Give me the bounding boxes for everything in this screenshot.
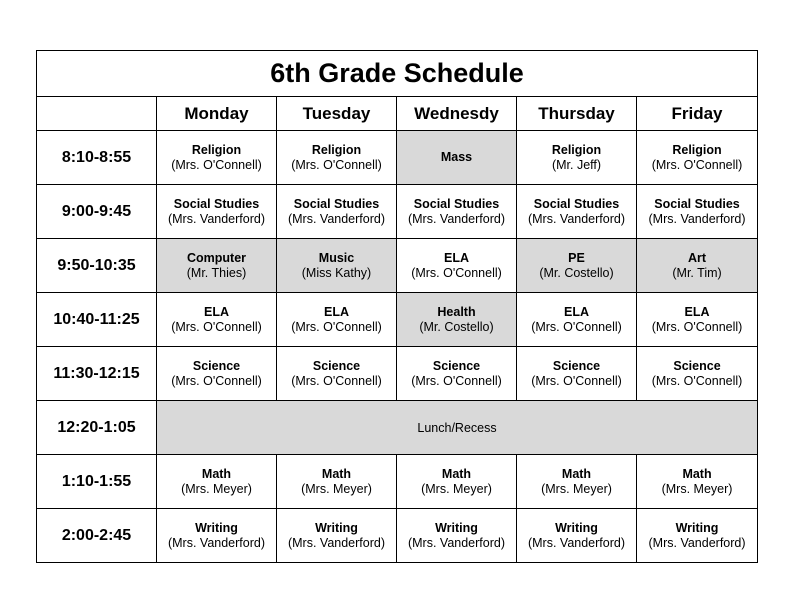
subject: Math bbox=[321, 466, 352, 481]
subject: PE bbox=[568, 250, 585, 265]
teacher: (Mrs. O'Connell) bbox=[291, 319, 382, 334]
class-cell bbox=[157, 509, 277, 563]
subject: Music bbox=[318, 250, 355, 265]
teacher: (Mr. Costello) bbox=[419, 319, 494, 334]
time-slot: 12:20-1:05 bbox=[37, 401, 157, 455]
class-cell bbox=[637, 239, 758, 293]
class-cell bbox=[637, 455, 758, 509]
class-cell bbox=[277, 185, 397, 239]
time-slot: 9:50-10:35 bbox=[37, 239, 157, 293]
class-cell bbox=[157, 185, 277, 239]
subject: Social Studies bbox=[293, 196, 380, 211]
subject: Social Studies bbox=[533, 196, 620, 211]
class-cell bbox=[277, 455, 397, 509]
table-row bbox=[37, 347, 758, 401]
time-slot: 9:00-9:45 bbox=[37, 185, 157, 239]
teacher: (Mrs. Vanderford) bbox=[407, 211, 505, 226]
table-row bbox=[37, 239, 758, 293]
class-cell bbox=[397, 455, 517, 509]
table-row bbox=[37, 131, 758, 185]
class-cell bbox=[157, 131, 277, 185]
table-row bbox=[37, 401, 758, 455]
subject: Math bbox=[561, 466, 592, 481]
day-header: Wednesdy bbox=[397, 97, 517, 131]
teacher: (Mrs. O'Connell) bbox=[651, 319, 743, 334]
subject: Science bbox=[432, 358, 481, 373]
subject: Religion bbox=[672, 142, 722, 157]
teacher: (Mr. Thies) bbox=[186, 265, 247, 280]
teacher: (Mr. Tim) bbox=[672, 265, 722, 280]
class-cell bbox=[517, 455, 637, 509]
subject: Writing bbox=[435, 520, 478, 535]
class-cell bbox=[157, 455, 277, 509]
page-title: 6th Grade Schedule bbox=[37, 51, 758, 97]
class-cell bbox=[277, 293, 397, 347]
class-cell bbox=[517, 131, 637, 185]
time-slot: 10:40-11:25 bbox=[37, 293, 157, 347]
subject: Science bbox=[312, 358, 361, 373]
teacher: (Mrs. Vanderford) bbox=[648, 535, 746, 550]
teacher: (Mrs. O'Connell) bbox=[531, 373, 622, 388]
class-cell bbox=[397, 239, 517, 293]
class-cell bbox=[517, 509, 637, 563]
day-header: Thursday bbox=[517, 97, 637, 131]
subject: Social Studies bbox=[654, 196, 740, 211]
subject: ELA bbox=[444, 250, 469, 265]
class-cell bbox=[517, 239, 637, 293]
subject: Science bbox=[673, 358, 721, 373]
teacher: (Mrs. Meyer) bbox=[541, 481, 612, 496]
class-cell bbox=[637, 347, 758, 401]
subject: Art bbox=[687, 250, 707, 265]
teacher: (Mr. Costello) bbox=[539, 265, 614, 280]
class-cell bbox=[277, 239, 397, 293]
teacher: (Mrs. Vanderford) bbox=[167, 211, 265, 226]
table-row bbox=[37, 185, 758, 239]
class-cell bbox=[637, 509, 758, 563]
teacher: (Mrs. Vanderford) bbox=[648, 211, 746, 226]
time-slot: 1:10-1:55 bbox=[37, 455, 157, 509]
subject: ELA bbox=[324, 304, 349, 319]
subject: Health bbox=[437, 304, 476, 319]
subject: ELA bbox=[564, 304, 589, 319]
class-cell bbox=[277, 509, 397, 563]
time-slot: 2:00-2:45 bbox=[37, 509, 157, 563]
subject: Religion bbox=[551, 142, 602, 157]
teacher: (Mrs. Meyer) bbox=[421, 481, 492, 496]
day-header: Friday bbox=[637, 97, 758, 131]
class-cell bbox=[397, 293, 517, 347]
class-cell bbox=[637, 185, 758, 239]
teacher: (Mrs. O'Connell) bbox=[651, 373, 743, 388]
subject: Social Studies bbox=[413, 196, 500, 211]
teacher: (Mrs. Vanderford) bbox=[407, 535, 505, 550]
teacher: (Mrs. Vanderford) bbox=[527, 211, 625, 226]
teacher: (Miss Kathy) bbox=[301, 265, 372, 280]
subject: Writing bbox=[195, 520, 238, 535]
subject: Religion bbox=[311, 142, 362, 157]
teacher: (Mrs. O'Connell) bbox=[171, 319, 262, 334]
subject: Social Studies bbox=[173, 196, 260, 211]
time-slot: 8:10-8:55 bbox=[37, 131, 157, 185]
teacher: (Mrs. Vanderford) bbox=[527, 535, 625, 550]
table-row bbox=[37, 455, 758, 509]
class-cell bbox=[397, 131, 517, 185]
time-slot: 11:30-12:15 bbox=[37, 347, 157, 401]
day-header: Tuesday bbox=[277, 97, 397, 131]
teacher: (Mrs. O'Connell) bbox=[171, 373, 262, 388]
teacher: (Mrs. Vanderford) bbox=[167, 535, 265, 550]
teacher: (Mrs. O'Connell) bbox=[291, 373, 382, 388]
subject: Mass bbox=[440, 150, 473, 164]
subject: Writing bbox=[315, 520, 358, 535]
class-cell bbox=[157, 239, 277, 293]
subject: Science bbox=[192, 358, 241, 373]
teacher: (Mrs. O'Connell) bbox=[171, 157, 262, 172]
class-cell bbox=[517, 185, 637, 239]
class-cell bbox=[277, 131, 397, 185]
subject: Science bbox=[552, 358, 601, 373]
class-cell bbox=[277, 347, 397, 401]
subject: Math bbox=[201, 466, 232, 481]
subject: ELA bbox=[684, 304, 710, 319]
table-row bbox=[37, 509, 758, 563]
class-cell bbox=[157, 293, 277, 347]
class-cell bbox=[397, 509, 517, 563]
teacher: (Mrs. O'Connell) bbox=[411, 373, 502, 388]
subject: Math bbox=[682, 466, 712, 481]
teacher: (Mrs. O'Connell) bbox=[531, 319, 622, 334]
class-cell bbox=[517, 293, 637, 347]
teacher: (Mrs. Meyer) bbox=[181, 481, 252, 496]
class-cell bbox=[637, 131, 758, 185]
subject: Math bbox=[441, 466, 472, 481]
lunch-recess-cell: Lunch/Recess bbox=[157, 401, 758, 455]
class-cell bbox=[637, 293, 758, 347]
class-cell bbox=[397, 347, 517, 401]
table-row bbox=[37, 293, 758, 347]
corner-cell bbox=[37, 97, 157, 131]
class-cell bbox=[157, 347, 277, 401]
teacher: (Mrs. Vanderford) bbox=[287, 535, 385, 550]
teacher: (Mrs. Meyer) bbox=[661, 481, 733, 496]
teacher: (Mrs. Vanderford) bbox=[287, 211, 385, 226]
teacher: (Mr. Jeff) bbox=[551, 157, 602, 172]
subject: Writing bbox=[675, 520, 719, 535]
teacher: (Mrs. O'Connell) bbox=[291, 157, 382, 172]
class-cell bbox=[397, 185, 517, 239]
class-cell bbox=[517, 347, 637, 401]
subject: Writing bbox=[555, 520, 598, 535]
teacher: (Mrs. Meyer) bbox=[301, 481, 372, 496]
day-header: Monday bbox=[157, 97, 277, 131]
subject: ELA bbox=[204, 304, 229, 319]
teacher: (Mrs. O'Connell) bbox=[651, 157, 743, 172]
schedule-table bbox=[36, 50, 758, 563]
subject: Religion bbox=[191, 142, 242, 157]
teacher: (Mrs. O'Connell) bbox=[411, 265, 502, 280]
subject: Computer bbox=[186, 250, 247, 265]
